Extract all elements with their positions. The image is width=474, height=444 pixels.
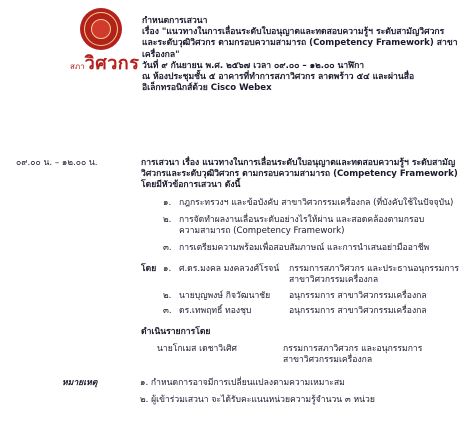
list-item: ๓. การเตรียมความพร้อมเพื่อสอบสัมภาษณ์ และการนำเสนอย่ามืออาชีพ <box>163 243 430 254</box>
panelists-block <box>141 264 466 321</box>
session-title-line: โดยมีหัวข้อการเสวนา ดังนี้ <box>141 180 241 191</box>
session-section <box>16 158 466 366</box>
notes-section <box>62 378 462 412</box>
panelist-name: ศ.ดร.มงคล มงคลวงศ์โรจน์ <box>179 264 280 275</box>
by-label: โดย <box>141 264 157 275</box>
note-item: ๑. กำหนดการอาจมีการเปลี่ยนแปลงตามความเหมาะสม <box>140 378 345 388</box>
moderator-row: นายโกเมส เดชาวิเศิศ กรรมการสภาวิศวกร และอนุกรรมการ สาขาวิศวกรรมเครื่องกล <box>141 344 466 366</box>
agenda-subject-line: เรื่อง "แนวทางในการเลื่อนระดับใบอนุญาตและทดสอบความรู้ฯ ระดับสามัญวิศวกร <box>142 27 445 38</box>
session-time: ๐๙.๐๐ น. – ๑๒.๐๐ น. <box>16 158 98 168</box>
panelist-row: ๓. ดร.เทพฤทธิ์ ทองชุบ อนุกรรมการ สาขาวิศวกรรมเครื่องกล <box>163 305 427 316</box>
list-item: ๒. การจัดทำผลงานเลื่อนระดับอย่างไรให้ผ่าน และสอดคล้องตามกรอบ ความสามารถ (Competency Framework) <box>163 214 425 236</box>
panelist-row: ๒. นายบุญพงษ์ กิจวัฒนาชัย อนุกรรมการ สาขาวิศวกรรมเครื่องกล <box>163 290 427 301</box>
session-title-line: การเสวนา เรื่อง แนวทางในการเลื่อนระดับใบอนุญาตและทดสอบความรู้ฯ ระดับสามัญ <box>141 158 456 168</box>
note-item: ๒. ผู้เข้าร่วมเสวนา จะได้รับคะแนนหน่วยความรู้จำนวน ๓ หน่วย <box>140 395 375 406</box>
notes-label: หมายเหตุ <box>62 378 98 388</box>
panelist-row: ๑. ศ.ดร.มงคล มงคลวงศ์โรจน์ กรรมการสภาวิศวกร และประธานอนุกรรมการ สาขาวิศวกรรมเครื่องกล <box>163 264 459 286</box>
agenda-heading: กำหนดการเสวนา <box>142 16 208 26</box>
moderator-heading: ดำเนินรายการโดย <box>141 326 211 337</box>
panelist-name: นายบุญพงษ์ กิจวัฒนาชัย <box>179 290 271 301</box>
agenda-venue-line: อิเล็กทรอนิกส์ด้วย Cisco Webex <box>142 83 272 94</box>
topic-list <box>163 198 466 255</box>
council-seal-icon <box>80 8 122 50</box>
council-logo <box>70 8 140 75</box>
agenda-subject-line: เครื่องกล" <box>142 49 180 60</box>
agenda-venue-line: ณ ห้องประชุมชั้น ๕ อาคารที่ทำการสภาวิศวกร ลาดพร้าว ๕๔ และผ่านสื่อ <box>142 71 415 82</box>
list-item: ๑. กฎกระทรวงฯ และข้อบังคับ สาขาวิศวกรรมเครื่องกล (ที่บังคับใช้ในปัจจุบัน) <box>163 197 454 208</box>
agenda-header <box>142 16 462 94</box>
moderator-name: นายโกเมส เดชาวิเศิศ <box>157 344 237 355</box>
session-title-line: วิศวกรและระดับวุฒิวิศวกร ตามกรอบความสามารถ (Competency Framework) <box>141 169 458 180</box>
panelist-name: ดร.เทพฤทธิ์ ทองชุบ <box>179 305 252 316</box>
agenda-date: วันที่ ๙ กันยายน พ.ศ. ๒๕๖๗ เวลา ๐๙.๐๐ – ๑๒.๐๐ นาฬิกา <box>142 60 365 71</box>
brand-wordmark: สภาวิศวกร <box>70 53 140 74</box>
agenda-subject-line: และระดับวุฒิวิศวกร ตามกรอบความสามารถ (Competency Framework) สาขา <box>142 38 458 49</box>
